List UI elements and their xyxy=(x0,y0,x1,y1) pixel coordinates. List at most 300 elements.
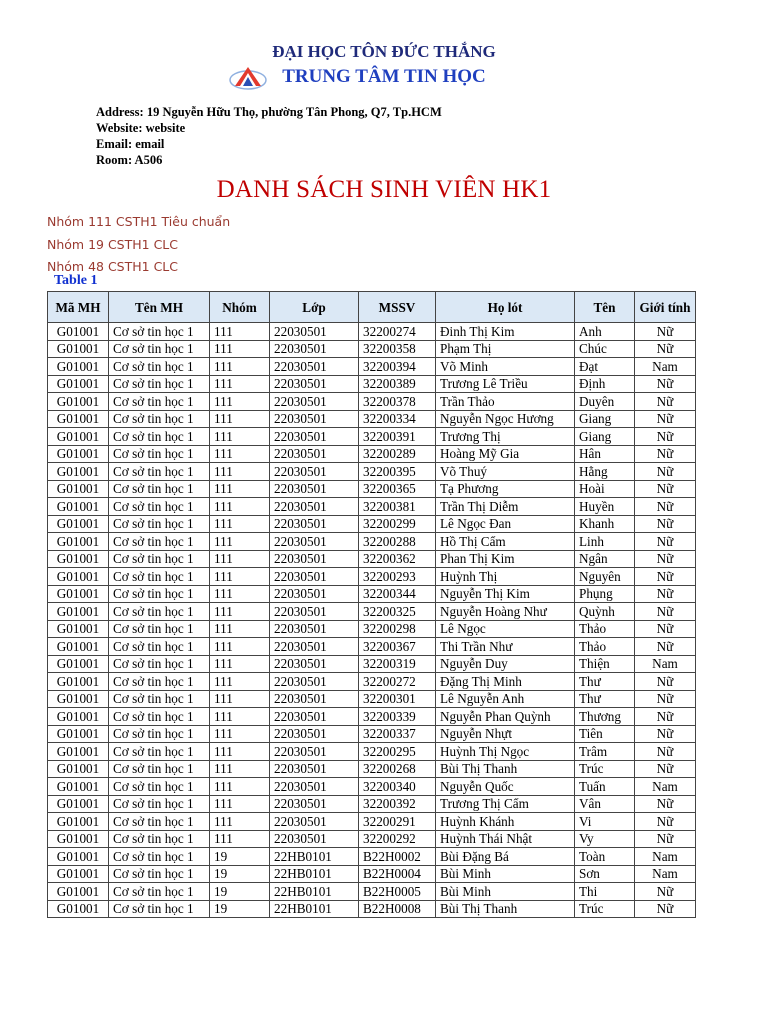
col-header-student-id: MSSV xyxy=(359,292,436,323)
course-name-cell: Cơ sở tin học 1 xyxy=(109,340,210,358)
table-row xyxy=(48,725,696,743)
course-code-cell: G01001 xyxy=(48,533,109,551)
class-cell: 22030501 xyxy=(270,795,359,813)
table-row xyxy=(48,760,696,778)
class-cell: 22030501 xyxy=(270,515,359,533)
first-name-cell: Tuấn xyxy=(575,778,635,796)
table-row xyxy=(48,568,696,586)
course-code-cell: G01001 xyxy=(48,778,109,796)
student-id-cell: 32200394 xyxy=(359,358,436,376)
group-cell: 111 xyxy=(210,393,270,411)
class-cell: 22030501 xyxy=(270,498,359,516)
course-name-cell: Cơ sở tin học 1 xyxy=(109,480,210,498)
table-header-row xyxy=(48,292,696,323)
class-cell: 22030501 xyxy=(270,393,359,411)
course-code-cell: G01001 xyxy=(48,515,109,533)
table-row xyxy=(48,743,696,761)
class-cell: 22030501 xyxy=(270,410,359,428)
table-row xyxy=(48,340,696,358)
last-name-cell: Bùi Thị Thanh xyxy=(436,760,575,778)
course-name-cell: Cơ sở tin học 1 xyxy=(109,830,210,848)
student-id-cell: B22H0008 xyxy=(359,900,436,918)
course-name-cell: Cơ sở tin học 1 xyxy=(109,638,210,656)
course-name-cell: Cơ sở tin học 1 xyxy=(109,708,210,726)
group-cell: 111 xyxy=(210,830,270,848)
student-id-cell: 32200274 xyxy=(359,323,436,341)
first-name-cell: Ngân xyxy=(575,550,635,568)
class-cell: 22030501 xyxy=(270,708,359,726)
table-caption: Table 1 xyxy=(54,273,98,288)
class-cell: 22030501 xyxy=(270,550,359,568)
tdtu-triangle-logo-icon xyxy=(228,64,268,92)
center-name: TRUNG TÂM TIN HỌC xyxy=(282,66,486,87)
class-cell: 22030501 xyxy=(270,568,359,586)
table-row xyxy=(48,708,696,726)
first-name-cell: Duyên xyxy=(575,393,635,411)
col-header-class: Lớp xyxy=(270,292,359,323)
last-name-cell: Nguyễn Quốc xyxy=(436,778,575,796)
course-code-cell: G01001 xyxy=(48,813,109,831)
first-name-cell: Hân xyxy=(575,445,635,463)
class-cell: 22030501 xyxy=(270,603,359,621)
group-cell: 19 xyxy=(210,865,270,883)
course-name-cell: Cơ sở tin học 1 xyxy=(109,743,210,761)
first-name-cell: Hằng xyxy=(575,463,635,481)
first-name-cell: Linh xyxy=(575,533,635,551)
col-header-course-code: Mã MH xyxy=(48,292,109,323)
group-cell: 111 xyxy=(210,673,270,691)
gender-cell: Nữ xyxy=(635,550,696,568)
last-name-cell: Nguyễn Hoàng Như xyxy=(436,603,575,621)
table-row xyxy=(48,393,696,411)
group-cell: 111 xyxy=(210,620,270,638)
student-id-cell: 32200295 xyxy=(359,743,436,761)
course-code-cell: G01001 xyxy=(48,585,109,603)
gender-cell: Nữ xyxy=(635,830,696,848)
class-cell: 22HB0101 xyxy=(270,883,359,901)
last-name-cell: Lê Nguyễn Anh xyxy=(436,690,575,708)
gender-cell: Nữ xyxy=(635,393,696,411)
table-row xyxy=(48,673,696,691)
class-cell: 22030501 xyxy=(270,585,359,603)
gender-cell: Nữ xyxy=(635,340,696,358)
course-name-cell: Cơ sở tin học 1 xyxy=(109,550,210,568)
last-name-cell: Nguyễn Thị Kim xyxy=(436,585,575,603)
group-cell: 111 xyxy=(210,585,270,603)
class-cell: 22030501 xyxy=(270,480,359,498)
last-name-cell: Võ Minh xyxy=(436,358,575,376)
last-name-cell: Huỳnh Thái Nhật xyxy=(436,830,575,848)
student-id-cell: 32200291 xyxy=(359,813,436,831)
gender-cell: Nữ xyxy=(635,515,696,533)
university-name: ĐẠI HỌC TÔN ĐỨC THẮNG xyxy=(272,42,496,61)
course-code-cell: G01001 xyxy=(48,480,109,498)
last-name-cell: Phan Thị Kim xyxy=(436,550,575,568)
class-cell: 22030501 xyxy=(270,358,359,376)
course-name-cell: Cơ sở tin học 1 xyxy=(109,690,210,708)
first-name-cell: Vi xyxy=(575,813,635,831)
course-code-cell: G01001 xyxy=(48,358,109,376)
gender-cell: Nữ xyxy=(635,795,696,813)
group-cell: 111 xyxy=(210,725,270,743)
group-line: Nhóm 48 CSTH1 CLC xyxy=(47,259,178,274)
class-cell: 22030501 xyxy=(270,813,359,831)
first-name-cell: Thảo xyxy=(575,638,635,656)
class-cell: 22030501 xyxy=(270,725,359,743)
first-name-cell: Vy xyxy=(575,830,635,848)
group-cell: 111 xyxy=(210,795,270,813)
course-name-cell: Cơ sở tin học 1 xyxy=(109,585,210,603)
student-id-cell: 32200358 xyxy=(359,340,436,358)
student-id-cell: 32200325 xyxy=(359,603,436,621)
table-row xyxy=(48,620,696,638)
student-id-cell: 32200298 xyxy=(359,620,436,638)
table-row xyxy=(48,480,696,498)
last-name-cell: Huỳnh Thị xyxy=(436,568,575,586)
course-code-cell: G01001 xyxy=(48,393,109,411)
table-row xyxy=(48,533,696,551)
gender-cell: Nam xyxy=(635,865,696,883)
course-code-cell: G01001 xyxy=(48,655,109,673)
course-code-cell: G01001 xyxy=(48,673,109,691)
gender-cell: Nữ xyxy=(635,708,696,726)
student-id-cell: 32200301 xyxy=(359,690,436,708)
table-row xyxy=(48,410,696,428)
group-cell: 111 xyxy=(210,743,270,761)
gender-cell: Nữ xyxy=(635,480,696,498)
course-code-cell: G01001 xyxy=(48,690,109,708)
class-cell: 22030501 xyxy=(270,375,359,393)
first-name-cell: Toàn xyxy=(575,848,635,866)
course-code-cell: G01001 xyxy=(48,323,109,341)
group-cell: 111 xyxy=(210,760,270,778)
table-row xyxy=(48,603,696,621)
last-name-cell: Bùi Thị Thanh xyxy=(436,900,575,918)
group-cell: 111 xyxy=(210,778,270,796)
gender-cell: Nữ xyxy=(635,463,696,481)
class-cell: 22030501 xyxy=(270,620,359,638)
table-row xyxy=(48,865,696,883)
first-name-cell: Anh xyxy=(575,323,635,341)
gender-cell: Nữ xyxy=(635,900,696,918)
first-name-cell: Giang xyxy=(575,428,635,446)
group-cell: 111 xyxy=(210,410,270,428)
student-id-cell: 32200362 xyxy=(359,550,436,568)
group-cell: 111 xyxy=(210,603,270,621)
last-name-cell: Đặng Thị Minh xyxy=(436,673,575,691)
class-cell: 22030501 xyxy=(270,690,359,708)
course-code-cell: G01001 xyxy=(48,760,109,778)
address-line: Address: 19 Nguyễn Hữu Thọ, phường Tân Phong, Q7, Tp.HCM xyxy=(96,105,442,119)
table-row xyxy=(48,445,696,463)
last-name-cell: Phạm Thị xyxy=(436,340,575,358)
table-row xyxy=(48,690,696,708)
group-cell: 111 xyxy=(210,428,270,446)
student-id-cell: 32200334 xyxy=(359,410,436,428)
class-cell: 22030501 xyxy=(270,760,359,778)
course-name-cell: Cơ sở tin học 1 xyxy=(109,515,210,533)
student-id-cell: 32200288 xyxy=(359,533,436,551)
gender-cell: Nữ xyxy=(635,375,696,393)
last-name-cell: Trương Thị xyxy=(436,428,575,446)
course-code-cell: G01001 xyxy=(48,848,109,866)
course-code-cell: G01001 xyxy=(48,638,109,656)
last-name-cell: Nguyễn Duy xyxy=(436,655,575,673)
table-row xyxy=(48,323,696,341)
table-row xyxy=(48,655,696,673)
gender-cell: Nữ xyxy=(635,725,696,743)
first-name-cell: Phụng xyxy=(575,585,635,603)
gender-cell: Nữ xyxy=(635,743,696,761)
course-code-cell: G01001 xyxy=(48,708,109,726)
student-id-cell: 32200339 xyxy=(359,708,436,726)
last-name-cell: Hồ Thị Cẩm xyxy=(436,533,575,551)
course-code-cell: G01001 xyxy=(48,830,109,848)
table-row xyxy=(48,463,696,481)
course-code-cell: G01001 xyxy=(48,743,109,761)
student-id-cell: 32200340 xyxy=(359,778,436,796)
gender-cell: Nữ xyxy=(635,445,696,463)
class-cell: 22030501 xyxy=(270,830,359,848)
last-name-cell: Trương Lê Triều xyxy=(436,375,575,393)
last-name-cell: Bùi Đặng Bá xyxy=(436,848,575,866)
class-cell: 22030501 xyxy=(270,638,359,656)
class-cell: 22030501 xyxy=(270,743,359,761)
first-name-cell: Giang xyxy=(575,410,635,428)
student-id-cell: 32200272 xyxy=(359,673,436,691)
group-line: Nhóm 19 CSTH1 CLC xyxy=(47,236,178,252)
group-cell: 111 xyxy=(210,498,270,516)
first-name-cell: Trúc xyxy=(575,760,635,778)
gender-cell: Nữ xyxy=(635,568,696,586)
last-name-cell: Lê Ngọc xyxy=(436,620,575,638)
class-cell: 22030501 xyxy=(270,445,359,463)
table-row xyxy=(48,498,696,516)
course-code-cell: G01001 xyxy=(48,340,109,358)
course-name-cell: Cơ sở tin học 1 xyxy=(109,323,210,341)
course-name-cell: Cơ sở tin học 1 xyxy=(109,848,210,866)
first-name-cell: Đạt xyxy=(575,358,635,376)
group-cell: 111 xyxy=(210,323,270,341)
col-header-last-name: Họ lót xyxy=(436,292,575,323)
class-cell: 22HB0101 xyxy=(270,865,359,883)
course-name-cell: Cơ sở tin học 1 xyxy=(109,445,210,463)
group-cell: 111 xyxy=(210,533,270,551)
email-line: Email: email xyxy=(96,137,165,151)
last-name-cell: Võ Thuý xyxy=(436,463,575,481)
student-id-cell: B22H0005 xyxy=(359,883,436,901)
group-cell: 111 xyxy=(210,813,270,831)
first-name-cell: Sơn xyxy=(575,865,635,883)
gender-cell: Nữ xyxy=(635,673,696,691)
last-name-cell: Thi Trần Như xyxy=(436,638,575,656)
group-cell: 19 xyxy=(210,848,270,866)
student-id-cell: 32200389 xyxy=(359,375,436,393)
group-cell: 19 xyxy=(210,900,270,918)
course-name-cell: Cơ sở tin học 1 xyxy=(109,375,210,393)
gender-cell: Nữ xyxy=(635,883,696,901)
course-code-cell: G01001 xyxy=(48,603,109,621)
gender-cell: Nữ xyxy=(635,813,696,831)
first-name-cell: Thảo xyxy=(575,620,635,638)
gender-cell: Nữ xyxy=(635,533,696,551)
course-name-cell: Cơ sở tin học 1 xyxy=(109,760,210,778)
page-title: DANH SÁCH SINH VIÊN HK1 xyxy=(216,176,552,203)
course-name-cell: Cơ sở tin học 1 xyxy=(109,655,210,673)
course-name-cell: Cơ sở tin học 1 xyxy=(109,900,210,918)
gender-cell: Nam xyxy=(635,848,696,866)
group-list xyxy=(47,211,230,279)
col-header-group: Nhóm xyxy=(210,292,270,323)
class-cell: 22030501 xyxy=(270,778,359,796)
first-name-cell: Thương xyxy=(575,708,635,726)
first-name-cell: Vân xyxy=(575,795,635,813)
table-row xyxy=(48,848,696,866)
first-name-cell: Thiện xyxy=(575,655,635,673)
first-name-cell: Định xyxy=(575,375,635,393)
last-name-cell: Huỳnh Thị Ngọc xyxy=(436,743,575,761)
first-name-cell: Thư xyxy=(575,690,635,708)
class-cell: 22030501 xyxy=(270,428,359,446)
room-line: Room: A506 xyxy=(96,153,163,167)
student-id-cell: 32200268 xyxy=(359,760,436,778)
course-name-cell: Cơ sở tin học 1 xyxy=(109,865,210,883)
group-cell: 111 xyxy=(210,463,270,481)
student-id-cell: 32200292 xyxy=(359,830,436,848)
group-cell: 111 xyxy=(210,358,270,376)
col-header-first-name: Tên xyxy=(575,292,635,323)
course-code-cell: G01001 xyxy=(48,498,109,516)
class-cell: 22HB0101 xyxy=(270,900,359,918)
first-name-cell: Trúc xyxy=(575,900,635,918)
table-row xyxy=(48,550,696,568)
student-id-cell: 32200367 xyxy=(359,638,436,656)
gender-cell: Nữ xyxy=(635,603,696,621)
student-id-cell: 32200299 xyxy=(359,515,436,533)
course-name-cell: Cơ sở tin học 1 xyxy=(109,620,210,638)
student-id-cell: 32200395 xyxy=(359,463,436,481)
course-name-cell: Cơ sở tin học 1 xyxy=(109,463,210,481)
first-name-cell: Thi xyxy=(575,883,635,901)
group-line: Nhóm 111 CSTH1 Tiêu chuẩn xyxy=(47,214,231,229)
first-name-cell: Thư xyxy=(575,673,635,691)
course-code-cell: G01001 xyxy=(48,375,109,393)
class-cell: 22030501 xyxy=(270,323,359,341)
group-cell: 111 xyxy=(210,445,270,463)
group-cell: 111 xyxy=(210,340,270,358)
course-name-cell: Cơ sở tin học 1 xyxy=(109,428,210,446)
group-cell: 19 xyxy=(210,883,270,901)
last-name-cell: Tạ Phương xyxy=(436,480,575,498)
course-code-cell: G01001 xyxy=(48,428,109,446)
group-cell: 111 xyxy=(210,480,270,498)
group-cell: 111 xyxy=(210,655,270,673)
last-name-cell: Nguyễn Phan Quỳnh xyxy=(436,708,575,726)
course-name-cell: Cơ sở tin học 1 xyxy=(109,778,210,796)
gender-cell: Nữ xyxy=(635,690,696,708)
gender-cell: Nữ xyxy=(635,323,696,341)
table-row xyxy=(48,795,696,813)
course-code-cell: G01001 xyxy=(48,410,109,428)
group-cell: 111 xyxy=(210,375,270,393)
first-name-cell: Tiên xyxy=(575,725,635,743)
table-row xyxy=(48,830,696,848)
last-name-cell: Bùi Minh xyxy=(436,883,575,901)
table-row xyxy=(48,375,696,393)
student-id-cell: 32200337 xyxy=(359,725,436,743)
student-id-cell: 32200391 xyxy=(359,428,436,446)
gender-cell: Nữ xyxy=(635,428,696,446)
gender-cell: Nữ xyxy=(635,760,696,778)
document-header xyxy=(0,42,768,90)
class-cell: 22030501 xyxy=(270,463,359,481)
course-name-cell: Cơ sở tin học 1 xyxy=(109,533,210,551)
last-name-cell: Lê Ngọc Đan xyxy=(436,515,575,533)
first-name-cell: Nguyên xyxy=(575,568,635,586)
table-row xyxy=(48,778,696,796)
course-code-cell: G01001 xyxy=(48,463,109,481)
table-row xyxy=(48,428,696,446)
student-id-cell: 32200378 xyxy=(359,393,436,411)
course-code-cell: G01001 xyxy=(48,900,109,918)
gender-cell: Nam xyxy=(635,778,696,796)
first-name-cell: Khanh xyxy=(575,515,635,533)
course-name-cell: Cơ sở tin học 1 xyxy=(109,358,210,376)
gender-cell: Nam xyxy=(635,655,696,673)
student-id-cell: 32200365 xyxy=(359,480,436,498)
center-row xyxy=(0,64,768,90)
table-row xyxy=(48,900,696,918)
student-id-cell: 32200293 xyxy=(359,568,436,586)
table-row xyxy=(48,515,696,533)
group-cell: 111 xyxy=(210,568,270,586)
course-code-cell: G01001 xyxy=(48,865,109,883)
course-name-cell: Cơ sở tin học 1 xyxy=(109,603,210,621)
course-name-cell: Cơ sở tin học 1 xyxy=(109,673,210,691)
student-id-cell: B22H0004 xyxy=(359,865,436,883)
last-name-cell: Nguyễn Ngọc Hương xyxy=(436,410,575,428)
last-name-cell: Trần Thảo xyxy=(436,393,575,411)
first-name-cell: Hoài xyxy=(575,480,635,498)
first-name-cell: Huyền xyxy=(575,498,635,516)
course-name-cell: Cơ sở tin học 1 xyxy=(109,725,210,743)
first-name-cell: Chúc xyxy=(575,340,635,358)
table-row xyxy=(48,883,696,901)
gender-cell: Nữ xyxy=(635,585,696,603)
student-id-cell: 32200344 xyxy=(359,585,436,603)
first-name-cell: Quỳnh xyxy=(575,603,635,621)
group-cell: 111 xyxy=(210,690,270,708)
course-code-cell: G01001 xyxy=(48,795,109,813)
group-cell: 111 xyxy=(210,515,270,533)
gender-cell: Nam xyxy=(635,358,696,376)
last-name-cell: Hoàng Mỹ Gia xyxy=(436,445,575,463)
class-cell: 22030501 xyxy=(270,533,359,551)
course-name-cell: Cơ sở tin học 1 xyxy=(109,883,210,901)
class-cell: 22HB0101 xyxy=(270,848,359,866)
gender-cell: Nữ xyxy=(635,620,696,638)
course-name-cell: Cơ sở tin học 1 xyxy=(109,568,210,586)
group-cell: 111 xyxy=(210,708,270,726)
group-cell: 111 xyxy=(210,550,270,568)
table-row xyxy=(48,638,696,656)
gender-cell: Nữ xyxy=(635,498,696,516)
student-id-cell: 32200289 xyxy=(359,445,436,463)
course-name-cell: Cơ sở tin học 1 xyxy=(109,795,210,813)
last-name-cell: Nguyễn Nhựt xyxy=(436,725,575,743)
table-row xyxy=(48,813,696,831)
website-line: Website: website xyxy=(96,121,186,135)
